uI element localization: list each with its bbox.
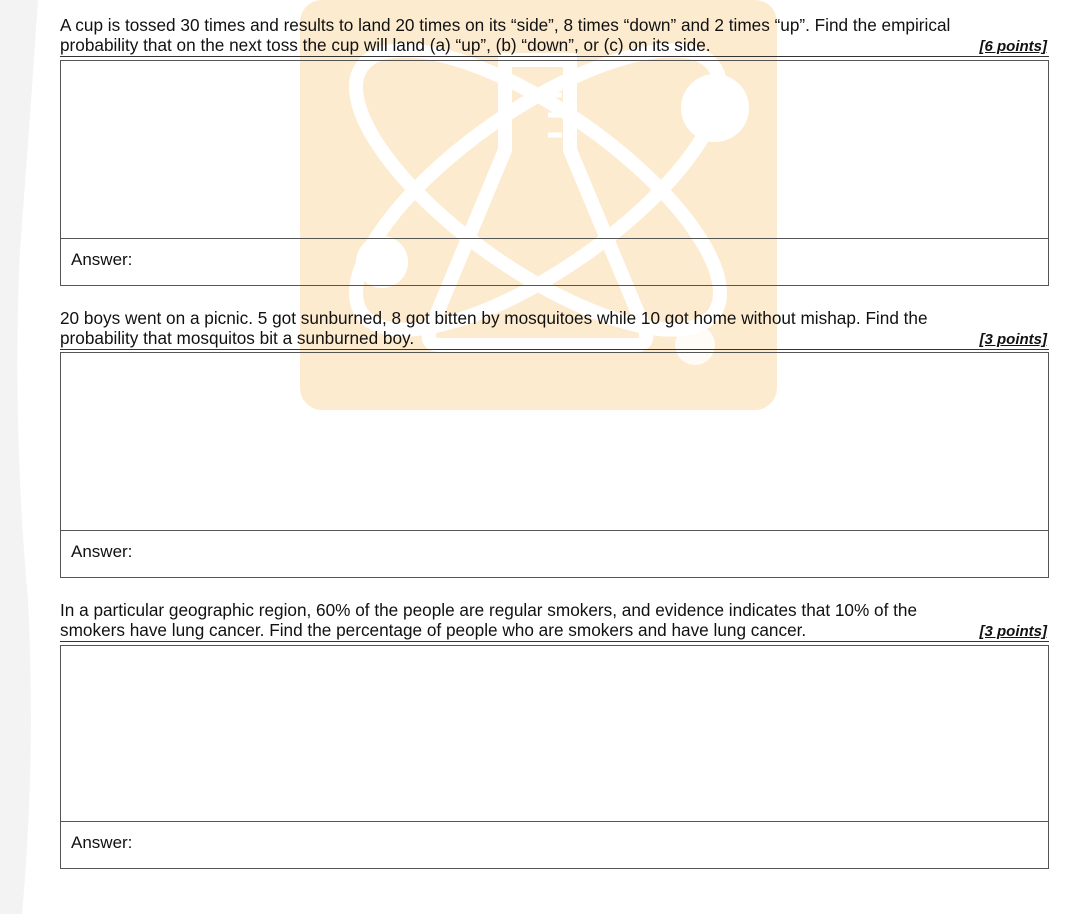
question-3-work-area[interactable] [60,645,1049,869]
question-1-line2 [60,36,1049,57]
question-2-text-cont: probability that mosquitos bit a sunburned boy. [60,328,415,348]
question-3-line2 [60,621,1049,642]
question-1-answer-field[interactable] [61,238,1048,285]
page-edge-shadow [0,0,60,914]
question-1-work-area[interactable] [60,60,1049,286]
question-1-text: A cup is tossed 30 times and results to land 20 times on its “side”, 8 times “down” and 2 times “up”. Find the empirical [60,15,951,35]
question-3-answer-field[interactable] [61,821,1048,868]
question-1-text-cont: probability that on the next toss the cup will land (a) “up”, (b) “down”, or (c) on its side. [60,35,711,55]
question-2-points: [3 points] [979,331,1047,348]
question-1-points: [6 points] [979,38,1047,55]
question-2-line2 [60,329,1049,350]
question-3-answer-label: Answer: [71,833,133,852]
question-2 [60,308,1049,350]
question-3-text: In a particular geographic region, 60% of the people are regular smokers, and evidence indicates that 10% of the [60,600,918,620]
question-2-answer-field[interactable] [61,530,1048,577]
question-3-text-cont: smokers have lung cancer. Find the percentage of people who are smokers and have lung cancer. [60,620,807,640]
question-2-work-area[interactable] [60,352,1049,578]
question-1-answer-label: Answer: [71,250,133,269]
question-2-text: 20 boys went on a picnic. 5 got sunburned, 8 got bitten by mosquitoes while 10 got home without mishap. Find the [60,308,928,328]
question-1 [60,15,1049,57]
question-2-answer-label: Answer: [71,542,133,561]
question-3-points: [3 points] [979,623,1047,640]
question-3 [60,600,1049,642]
